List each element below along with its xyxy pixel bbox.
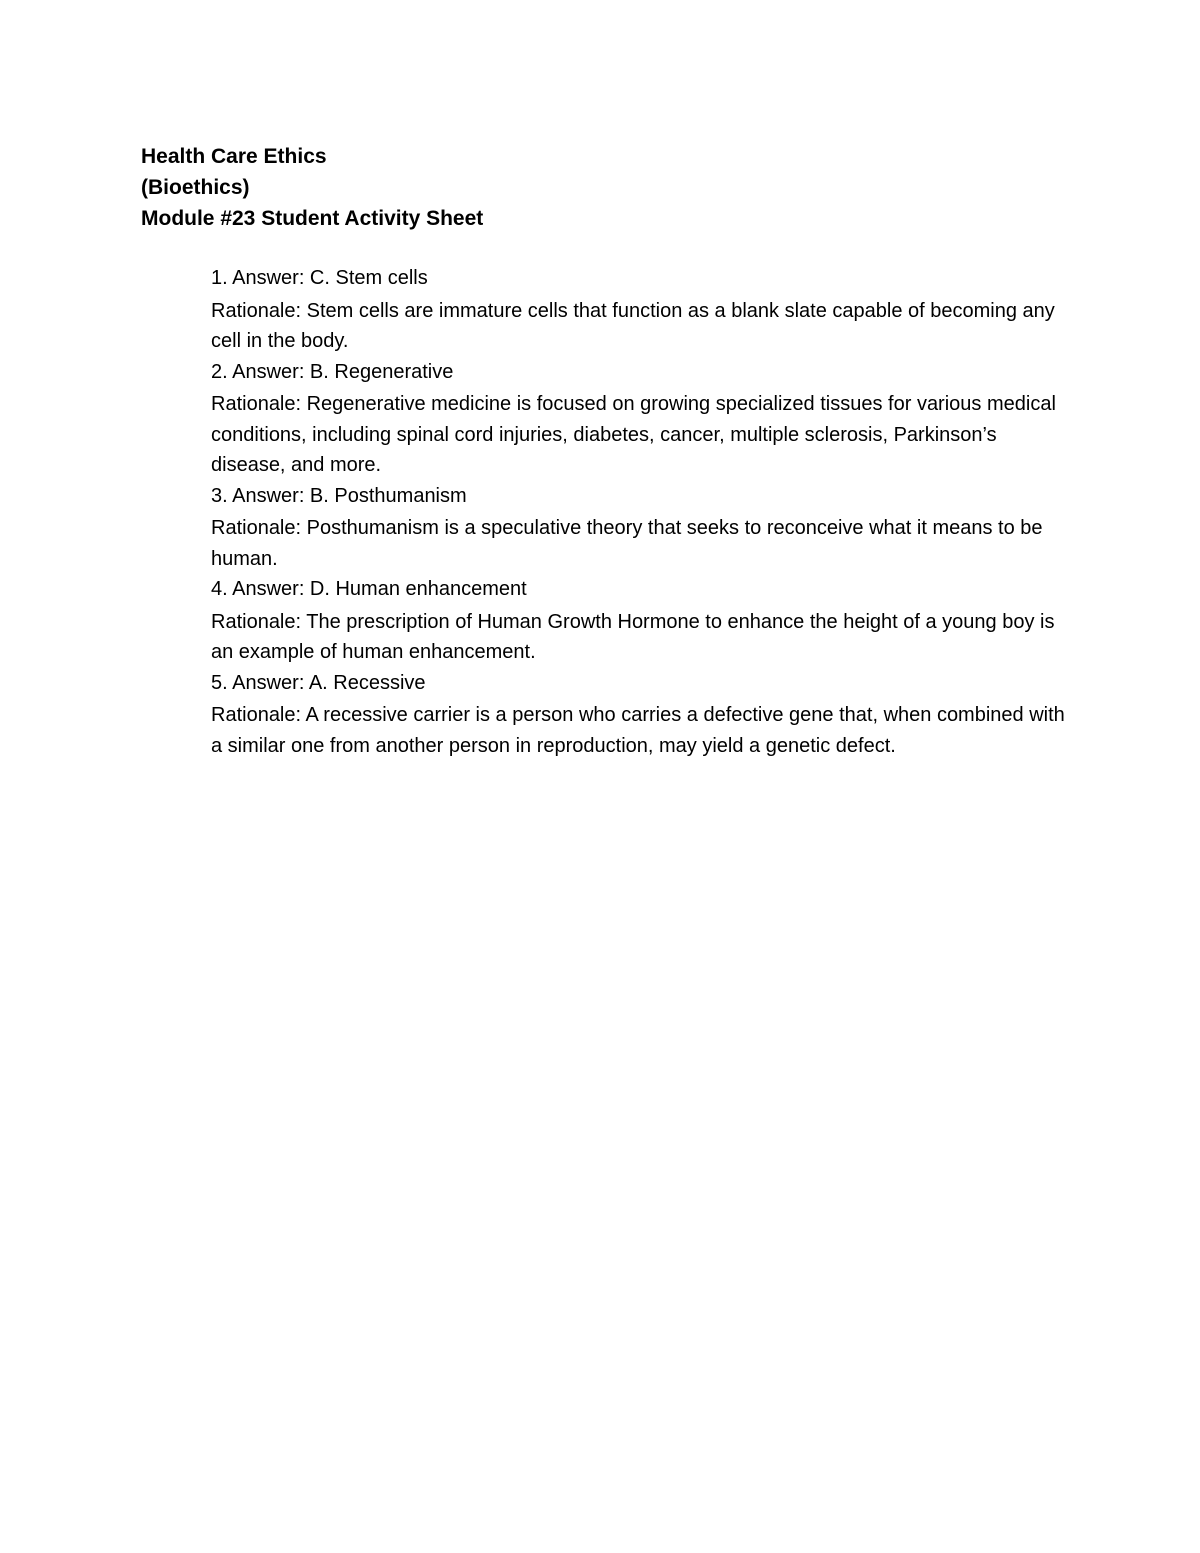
- answer-text: 5. Answer: A. Recessive: [211, 671, 426, 694]
- module-heading: Module #23 Student Activity Sheet: [141, 207, 484, 230]
- answer-text: 4. Answer: D. Human enhancement: [211, 578, 527, 600]
- answer-text: 2. Answer: B. Regenerative: [211, 360, 454, 383]
- answer-text: 3. Answer: B. Posthumanism: [211, 484, 467, 507]
- answer-item: [211, 263, 1071, 357]
- answer-item: [211, 357, 1071, 481]
- answer-item: [211, 668, 1071, 762]
- document-header: [141, 141, 483, 234]
- document-title: Health Care Ethics: [141, 145, 327, 168]
- document-subtitle: (Bioethics): [141, 176, 250, 199]
- answer-text: 1. Answer: C. Stem cells: [211, 267, 428, 289]
- rationale-text: Rationale: The prescription of Human Growth Hormone to enhance the height of a young boy is an example of human enhancement.: [211, 610, 1055, 663]
- answer-item: [211, 574, 1071, 668]
- rationale-text: Rationale: Posthumanism is a speculative theory that seeks to reconceive what it means to be human.: [211, 517, 1043, 570]
- rationale-text: Rationale: A recessive carrier is a person who carries a defective gene that, when combined with a similar one from another person in reproduction, may yield a genetic defect.: [211, 704, 1065, 757]
- rationale-text: Rationale: Stem cells are immature cells that function as a blank slate capable of becoming any cell in the body.: [211, 299, 1055, 352]
- answer-list: [211, 263, 1071, 761]
- answer-item: [211, 481, 1071, 575]
- rationale-text: Rationale: Regenerative medicine is focused on growing specialized tissues for various medical conditions, including spinal cord injuries, diabetes, cancer, multiple sclerosis, Parkinson’s disease, and more.: [211, 393, 1056, 476]
